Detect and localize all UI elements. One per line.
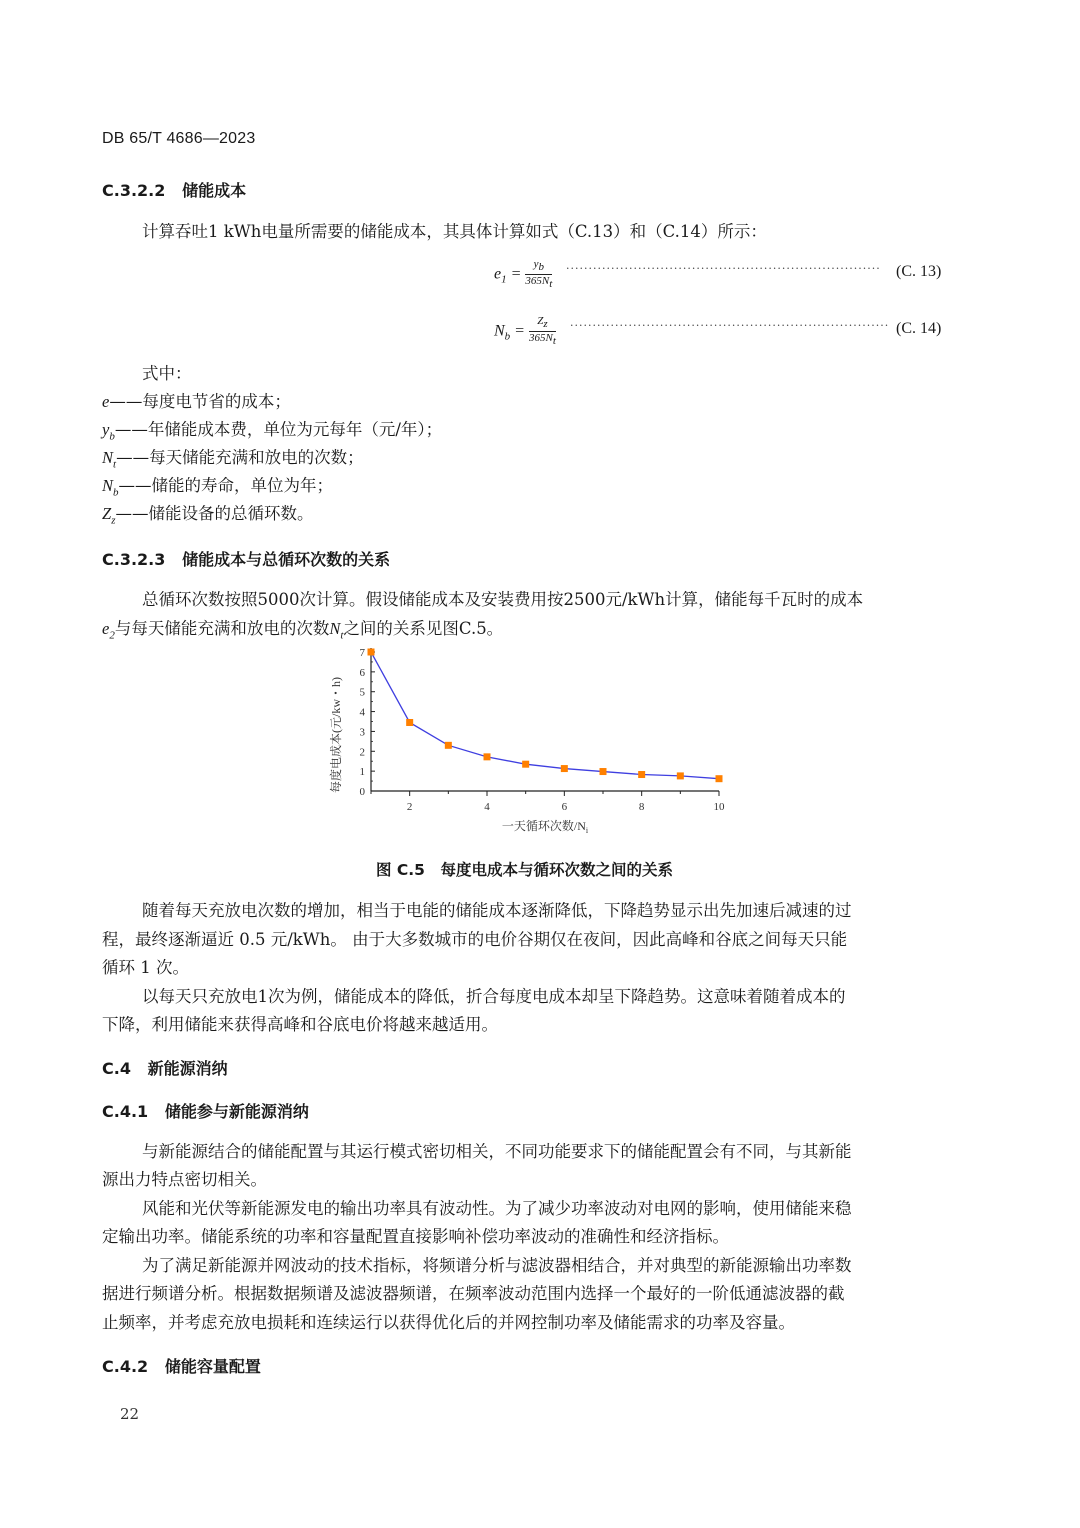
section-heading-c3-2-2 (102, 178, 246, 201)
section-title: 储能容量配置 (164, 1357, 261, 1376)
numerator-sub: z (543, 318, 548, 331)
section-number: C.3.2.3 (102, 550, 166, 569)
symbol-sub: t (113, 458, 117, 471)
data-point (561, 765, 568, 772)
formula-lhs-sub: 1 (501, 273, 507, 286)
symbol-description: ——年储能成本费，单位为元每年（元/年）； (114, 420, 443, 439)
y-tick-label: 2 (359, 746, 365, 759)
numerator-sub: b (538, 261, 545, 274)
section-number: C.4.2 (102, 1357, 149, 1376)
section-number: C.3.2.2 (102, 181, 166, 200)
section-heading-c4 (102, 1056, 228, 1079)
x-tick-label: 6 (561, 801, 568, 813)
section-number: C.4.1 (102, 1102, 149, 1121)
data-point (638, 771, 645, 778)
paragraph-line: 随着每天充放电次数的增加，相当于电能的储能成本逐渐降低，下降趋势显示出先加速后减速的过 (142, 901, 852, 920)
leader-dots: ······································································· (570, 319, 890, 332)
paragraph-line: 总循环次数按照5000次计算。假设储能成本及安装费用按2500元/kWh计算，储能每千瓦时的成本 (142, 590, 864, 609)
data-point (368, 649, 375, 656)
y-tick-label: 7 (359, 647, 365, 659)
symbol: N (329, 619, 341, 638)
section-heading-c4-1 (102, 1099, 309, 1122)
y-tick-label: 0 (359, 786, 365, 798)
denominator: 365N (528, 332, 553, 345)
chart-series (368, 649, 723, 783)
formula-c14: $N_b$ = $\frac{Z_z}{365N_t}$ (494, 315, 556, 348)
data-point (522, 761, 529, 768)
paragraph-line: 定输出功率。储能系统的功率和容量配置直接影响补偿功率波动的准确性和经济指标。 (102, 1227, 729, 1246)
section-heading-c3-2-3 (102, 547, 390, 570)
paragraph-line: 据进行频谱分析。根据数据频谱及滤波器频谱，在频率波动范围内选择一个最好的一阶低通滤波器的截 (102, 1284, 845, 1303)
data-point (600, 768, 607, 775)
x-tick-label: 8 (638, 801, 645, 813)
paragraph: 计算吞吐1 kWh电量所需要的储能成本，其具体计算如式（C.13）和（C.14）所示： (142, 222, 767, 241)
equation-number: (C. 14) (896, 320, 942, 337)
section-title: 新能源消纳 (147, 1059, 228, 1078)
symbol-sub: t (340, 629, 344, 642)
symbol-description: ——储能的寿命，单位为年； (118, 476, 334, 495)
paragraph-line: 循环 1 次。 (102, 958, 189, 977)
section-title: 储能成本 (182, 181, 247, 200)
section-title: 储能参与新能源消纳 (164, 1102, 309, 1121)
x-axis-label-text (502, 818, 589, 835)
text: 与每天储能充满和放电的次数 (114, 619, 330, 638)
section-number: C.4 (102, 1059, 131, 1078)
symbol-description: ——每度电节省的成本； (109, 392, 291, 411)
y-tick-label: 6 (359, 666, 365, 679)
where-item (102, 500, 313, 534)
page-number: 22 (120, 1405, 140, 1423)
data-point (677, 772, 684, 779)
symbol-sub: 2 (109, 629, 115, 642)
paragraph-line: 与新能源结合的储能配置与其运行模式密切相关，不同功能要求下的储能配置会有不同，与其新能 (142, 1142, 852, 1161)
symbol: N (102, 476, 114, 495)
chart-axes (371, 648, 719, 791)
figure-caption: 图 C.5 每度电成本与循环次数之间的关系 (376, 861, 673, 879)
denominator: 365N (525, 275, 550, 288)
line-chart (320, 640, 750, 840)
fraction (525, 258, 552, 291)
section-heading-c4-2 (102, 1354, 261, 1377)
data-point (445, 742, 452, 749)
x-tick-label: 4 (484, 801, 490, 813)
standard-id: DB 65/T 4686—2023 (102, 130, 256, 147)
denominator-sub: t (552, 335, 556, 348)
x-tick-label: 2 (406, 801, 413, 813)
paragraph-line: 为了满足新能源并网波动的技术指标，将频谱分析与滤波器相结合，并对典型的新能源输出功率数 (142, 1256, 852, 1275)
x-axis-label-sub: i (585, 826, 589, 835)
where-label: 式中： (142, 364, 192, 383)
data-point (406, 719, 413, 726)
chart-ticks (360, 647, 726, 813)
symbol-description: ——每天储能充满和放电的次数； (116, 448, 364, 467)
data-point (716, 775, 723, 782)
formula-c13: $e_1$ = $\frac{y_b}{365N_t}$ (494, 258, 553, 291)
symbol: e (102, 392, 110, 411)
section-title: 储能成本与总循环次数的关系 (182, 550, 391, 569)
symbol-sub: z (111, 514, 116, 527)
y-tick-label: 1 (359, 766, 365, 779)
paragraph-line: 程，最终逐渐逼近 0.5 元/kWh。 由于大多数城市的电价谷期仅在夜间，因此高峰和谷底之间每天只能 (102, 930, 848, 949)
formula-lhs: N (494, 322, 505, 340)
series-line (371, 652, 719, 779)
y-tick-label: 3 (359, 726, 365, 739)
numerator: y (533, 258, 539, 270)
paragraph-line: 源出力特点密切相关。 (102, 1170, 267, 1189)
symbol-sub: b (113, 486, 119, 499)
x-axis-label-main: 一天循环次数/N (501, 819, 586, 833)
numerator: Z (537, 315, 544, 327)
equation-number: (C. 13) (896, 263, 942, 280)
paragraph-line: 止频率，并考虑充放电损耗和连续运行以获得优化后的并网控制功率及储能需求的功率及容量。 (102, 1313, 795, 1332)
denominator-sub: t (549, 278, 553, 291)
paragraph-line: 下降，利用储能来获得高峰和谷底电价将越来越适用。 (102, 1015, 498, 1034)
symbol-sub: b (109, 430, 115, 443)
data-point (484, 753, 491, 760)
leader-dots: ······································································ (566, 262, 881, 275)
symbol: e (102, 619, 110, 638)
y-tick-label: 5 (359, 686, 365, 699)
paragraph-line: 以每天只充放电1次为例，储能成本的降低，折合每度电成本却呈下降趋势。这意味着随着成本的 (142, 987, 846, 1006)
fraction (529, 315, 556, 348)
x-axis-label (502, 818, 589, 835)
paragraph-line: 风能和光伏等新能源发电的输出功率具有波动性。为了减少功率波动对电网的影响，使用储能来稳 (142, 1199, 852, 1218)
formula-lhs: e (494, 265, 502, 283)
symbol: N (102, 448, 114, 467)
symbol: y (102, 420, 110, 439)
y-tick-label: 4 (359, 706, 365, 719)
symbol-description: ——储能设备的总循环数。 (115, 504, 314, 523)
text: 之间的关系见图C.5。 (343, 619, 504, 638)
symbol: Z (102, 504, 112, 523)
y-axis-label: 每度电成本(元/kw・h) (329, 677, 343, 793)
formula-lhs-sub: b (504, 330, 511, 343)
x-tick-label: 10 (713, 801, 725, 813)
